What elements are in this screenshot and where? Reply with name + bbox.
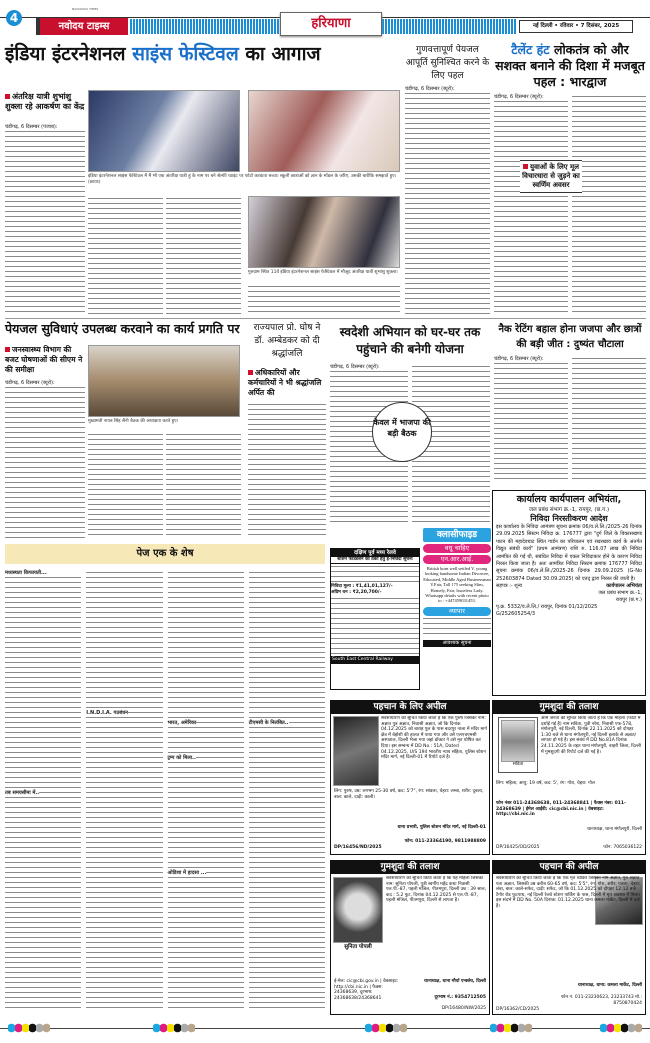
color-bar [600,1022,644,1034]
continued-banner: पेज एक के शेष [5,544,325,564]
naac-body-col2 [572,356,646,482]
appeal-phone: दूरभाष नं.: 9354712505 [434,995,486,1000]
talent-pullquote [520,160,582,193]
appeal-body: आम जनता को सूचित किया जाता है कि एक महिला (फोटो में दर्शाई गई है) नाम सविता, पुत्री नरेश, निवासी एफ-578, मंगोलपुरी, नई दिल्ली, दिनांक 22.11.2025 को दोपहर 1:30 बजे से थाना मंगोलपुरी, नई दिल्ली इलाके से अज्ञात/लापता हो गई है। इस संबंध में DD No.81A दिनांक 24.11.2025 के तहत थाना मंगोलपुरी, बाहरी जिला, दिल्ली में गुमशुदगी की रिपोर्ट दर्ज की गई है। [541,716,641,755]
lead-subhead [5,92,85,112]
appeal-box-identification [330,700,490,855]
deceased-photo [333,716,379,786]
photo3-caption: गुरुग्राम स्थित 11वें इंडिया इंटरनेशनल साइंस फेस्टिवल में मौजूद अंतरिक्ष यात्री शुभांशु शुक्ला। [248,270,398,275]
dateline: नई दिल्ली • रविवार • 7 दिसंबर, 2025 [519,20,633,33]
section-tab: हरियाणा [280,12,382,36]
photo-label: सविता [512,762,524,767]
subhead-text: जनस्वास्थ्य विभाग की बजट घोषणाओं की सीएम ने की समीक्षा [5,345,83,374]
bullet-icon [523,164,528,169]
appeal-ref: DP/16480/NW/2025 [441,1006,486,1011]
appeal-ref: DP/16362/CD/2025 [496,1007,540,1012]
photo-label: सुनिता पोपली [344,944,372,950]
notice-city: रायपुर (छ.ग.) [615,597,642,604]
appeal-ref: DP/16425/OD/2025 [496,845,540,850]
classified-ad-text: British born well settled V. young looking handsome Indian Divorcee, Educated, Middle Aged Businessman V.Fair, Tall 175 seeking Slim, Homely, Fair, Issueless Lady. Whatsapp details with recent photo to : +447459031453. [423,566,491,604]
missing-person-box-savita [492,700,646,855]
appeal-description: लिंग: महिला, आयु: 19 वर्ष, कद: 5', रंग: गोरा, चेहरा: गोल [496,781,595,786]
appeal-description: लिंग: पुरुष, उम्र: लगभग 25-30 वर्ष, कद: 5'7", रंग: सांवला, चेहरा: लम्बा, शरीर: दुबला, बाल: काले, दाढ़ी: काली। [334,789,484,800]
page-number: 4 [6,10,22,26]
subhead-text: अधिकारियों और कर्मचारियों ने भी श्रद्धांजलि अर्पित की [248,368,322,397]
category-nri: एन.आर.आई. [423,555,491,564]
notice-ref: पृ.क्र. 5332/व.ले.लि./ रायपुर, दिनांक 01/12/2025 [496,604,598,611]
appeal-phone: फोन: 011-23364190, 9811988809 [404,839,486,844]
lead-headline [5,44,405,66]
headline-highlight: साइंस फेस्टिवल [132,43,239,65]
notice-body: इस कार्यालय के निविदा आमंत्रण सूचना क्रमांक 06/व.ले.लि./2025-26 दिनांक 29.09.2025 सिस्टम निविदा क्र. 176777 द्वारा "दुर्ग जिले के विकासखण्ड पाटन की महादेवघाट स्थित गार्डन का परिचालन एवं रखरखाव कार्य के अंतर्गत विद्युत संबंधी कार्य" (प्रथम आमंत्रण) राशि रु. 116.07 लाख की निविदा आमंत्रित की गई थी, संबंधित निविदा में एकल निविदाकार होने के कारण निविदा निरस्त किया जाता है। अतः आमंत्रित निविदा सिस्टम क्रमांक 176777 निविदा सूचना क्रमांक 06/व.ले.लि./2025-26 दिनांक 29.09.2025 (G-No 252603874 Dated 30.09.2025) को एतद् द्वारा निरस्त की जाती है। [496,524,642,582]
masthead-small: NAVODAYA TIMES [72,7,99,11]
subhead-text: अंतरिक्ष यात्री शुभांशु शुक्ला रहे आकर्षण का केंद्र [5,92,85,111]
governor-headline: राज्यपाल प्रो. घोष ने डॉ. अम्बेडकर को दी श्रद्धांजलि [253,323,321,359]
category-notice: आवश्यक सूचना [423,640,491,647]
talent-body-col2 [572,94,646,314]
business-ad-text [423,616,491,638]
talent-hunt-headline [494,42,646,90]
story-dateline: चंडीगढ़, 6 दिसम्बर (ब्यूरो): [405,86,490,92]
headline-text: इंडिया इंटरनेशनल [5,43,126,65]
lead-photo-students-model [248,90,400,172]
appeal-title: पहचान की अपील [493,861,645,874]
story-dateline: चंडीगढ़, 6 दिसम्बर (ब्यूरो): [5,380,85,386]
appeal-body: सर्वसाधारण को सूचित किया जाता है कि एक मृत व्यक्ति जिसका नाम अज्ञात, पुत्र अज्ञात पता अज्ञात, जिसकी उम्र करीब 60-65 वर्ष, कद: 5'5", रंग: गोरा, शरीर: पतला, चेहरा: लंबा, बाल: काले-सफेद, दाढ़ी: सफेद, जो कि 01.12.2025 को दोपहर 12:12 बजे टैगोर रोड फुटपाथ, नई दिल्ली रेलवे स्टेशन पार्किंग के पास, दिल्ली में मृत अवस्था में मिला। इस संदर्भ में DD No. 50A दिनांक: 01.12.2025 थाना कमला मार्केट, दिल्ली में दर्ज है। [496,876,641,909]
color-bar [8,1022,52,1034]
appeal-signatory: थानाध्यक्ष, थाना मौर्या एन्क्लेव, दिल्ली [424,979,486,984]
appeal-title: पहचान के लिए अपील [331,701,489,714]
color-bar [365,1022,409,1034]
swadeshi-callout: केवल में भाजपा की बड़ी बैठक [372,402,432,462]
notice-enclosure: सहपत्र :- शून्य [496,583,523,590]
continued-item-title: भारत, अमेरिका [167,720,197,726]
missing-woman-photo [333,877,383,943]
appeal-phone: फोन नं. 011-23230623, 23233743 मो.: 8750870424 [560,995,642,1006]
appeal-ref: DP/16456/ND/2025 [334,845,382,850]
bullet-icon [5,347,10,352]
cm-meeting-photo [88,345,240,417]
appeal-contact: फोन नंबर 011-24368638, 011-24368841 | फैक्स नंबर: 011-24368639 | ईमेल आईडी: cic@cbi.nic.in | वेबसाइट: http://cbi.nic.in [496,801,626,818]
tender-text [331,596,419,656]
water-story-body [405,86,490,314]
page-header [0,0,650,40]
missing-photo [498,717,538,773]
lead-photo-caption: इंडिया इंटरनेशनल साइंस फेस्टिवल में मैं भी एक अंतरिक्ष यात्री हूं के नाम पर बने सेल्फी प्वाइंट पर फोटो करवाता बच्चा। स्कूली छात्राओं को ज्ञान के मॉडल के जरिए, उसकी बारीकि समझाते हुए। (छायाः) [88,174,397,185]
appeal-signatory: थानाध्यक्ष, थाना: कमला मार्केट, दिल्ली [577,983,642,988]
continued-item-title: ट्रम्प को मिला.. [167,755,196,761]
pullquote-text: युवाओं के लिए मूल विचारधारा से जुड़ने का स्वर्णिम अवसर [522,163,580,189]
tender-cancellation-notice [492,490,646,696]
tender-title: स्टेशन फाउंडेशन का ठेका हेतु ई-निविदा सूचना [331,557,419,564]
masthead-logo: नवोदय टाइम्स [36,18,128,35]
lead-body-col4 [248,284,400,314]
continued-item-title: ओडिशा में हादसा ... [167,870,207,876]
tender-value: निविदा मूल्य : ₹1,41,01,127/- [331,584,393,589]
continued-col [249,570,325,1012]
continued-item-title: I.N.D.I.A. गठबंधन [86,710,128,716]
naac-headline: नैक रेटिंग बहाल होना जजपा और छात्रों की बड़ी जीत : दुष्यंत चौटाला [498,324,642,350]
appeal-signatory: थानाध्यक्ष, थाना मंगोलपुरी, दिल्ली [587,827,642,832]
story-dateline: चंडीगढ़, 6 दिसम्बर (ब्यूरो): [494,94,568,100]
continued-item-title: टीएमसी के निलंबित.. [248,720,289,726]
classified-section [423,528,491,693]
drinking-water-body [5,380,85,538]
headline-text: का आगाज [245,43,321,65]
appeal-title: गुमशुदा की तलाश [331,861,489,874]
lead-body-col3 [166,196,241,314]
notice-title: कार्यालय कार्यपालन अभियंता, [516,494,622,505]
cm-meeting-caption: मुख्यमंत्री नायब सिंह सैनी बैठक की अध्यक्षता करते हुए। [88,419,179,424]
continued-item-title: मध्यस्थता किफायती... [5,570,81,576]
drinking-water-subhead [5,345,85,375]
tender-footer: South East Central Railway [331,656,419,664]
drinking-water-body-col2 [88,432,163,538]
headline-highlight: टैलेंट हंट [511,42,550,57]
drinking-water-headline: पेयजल सुविधाएं उपलब्ध करवाने का कार्य प्रगति पर [5,321,240,336]
continued-columns [5,570,325,1012]
governor-body [248,402,326,538]
swadeshi-headline: स्वदेशी अभियान को घर-घर तक पहुंचाने की बनेगी योजना [339,325,481,356]
notice-signatory: कार्यपालन अभियंता [606,583,642,590]
color-bar [153,1022,197,1034]
story-dateline: चंडीगढ़, 6 दिसम्बर (ब्यूरो): [494,356,568,362]
continued-col [168,570,244,1012]
governor-subhead [248,368,326,398]
print-color-marks [0,1022,650,1036]
appeal-box-identification-2 [492,860,646,1015]
appeal-body: सर्वसाधारण को सूचित किया जाता है कि एक पुरुष जिसका नाम: अज्ञात पुत्र अज्ञात, निवासी अज्ञात, जो कि दिनांक 04.12.2025 को बाराह पुल के पास बदरपुर नाला में मंदिर मार्ग क्षेत्र में बेहोशी की हालत में पाया गया और उसे एलएचएमसी अस्पताल, दिल्ली भेजा गया जहां डॉक्टर ने उसे मृत घोषित कर दिया। इस सम्बन्ध में DD No.: 51A, Dated 04.12.2025, U/S 194 भारतीय न्याय संहिता, पुलिस स्टेशन मंदिर मार्ग, नई दिल्ली-01 में रिपोर्ट दर्ज है। [381,716,487,761]
color-bar [490,1022,534,1034]
notice-sub: जल प्रबंध संभाग क्र.-1, रायपुर, (छ.ग.) [528,507,610,513]
water-story-headline: गुणवत्तापूर्ण पेयजल आपूर्ति सुनिश्चित करने के लिए पहल [405,45,490,81]
notice-office: जल प्रबंध संभाग क्र.-1, [598,590,642,597]
notice-gno: G/252605254/3 [496,611,536,618]
continued-item-title: तब समयसीमा में.. [5,790,40,796]
notice-heading: निविदा निरस्तीकरण आदेश [530,514,608,523]
story-dateline: चंडीगढ़, 6 दिसम्बर (पंजाब): [5,124,85,130]
missing-person-box-sunita [330,860,490,1015]
continued-col [86,570,162,1012]
category-bride-wanted: वधू चाहिए [423,544,491,553]
tender-emd: अग्रिम धन : ₹2,20,700/- [331,590,382,595]
appeal-phone: फोन: 7065036122 [603,845,642,850]
tender-text [331,564,419,584]
drinking-water-body-col3 [166,432,241,538]
lead-body-col2 [88,196,163,314]
missing-woman-photo [501,720,535,762]
category-business: व्यापार [423,607,491,616]
railway-tender-ad [330,548,420,690]
lead-body [5,124,85,314]
appeal-body: सर्वसाधारण को सूचित किया जाता है कि यह महिला जिसका नाम: सुनिता पोपली, पुत्री स्वर्गीय महेंद्र कथा निवासी एल.पी.-87, पहली मंजिल, पीतमपुरा, दिल्ली उम्र : 39 साल, कद : 5.2 फुट, दिनांक 04.12.2025 से एल.पी.-87, पहली मंजिल, पीतमपुरा, दिल्ली से लापता है। [386,876,487,904]
lead-photo-astronaut-selfie [88,90,240,172]
story-dateline: चंडीगढ़, 6 दिसम्बर (ब्यूरो): [330,364,408,370]
divider [5,318,646,319]
classified-title: क्लासीफाइड [423,528,491,542]
tender-org: दक्षिण पूर्व मध्य रेलवे [331,549,419,557]
bullet-icon [5,94,10,99]
talent-body-col1 [494,94,568,314]
lead-photo-shukla [248,196,400,268]
appeal-title: गुमशुदा की तलाश [493,701,645,714]
headline-text: लोकतंत्र को और सशक्त बनाने की दिशा में मजबूत पहल : भारद्वाज [495,42,645,89]
bullet-icon [248,370,253,375]
naac-body-col1 [494,356,568,482]
appeal-signatory: थाना प्रभारी, पुलिस स्टेशन मंदिर मार्ग, नई दिल्ली-01 [397,825,486,830]
appeal-contact: ई-मेल: cic@cbi.gov.in | वेबसाइट: http://cbi.nic.in | फैक्स: 24368639, दूरभाष: 24368638/24368641 [334,979,399,1001]
